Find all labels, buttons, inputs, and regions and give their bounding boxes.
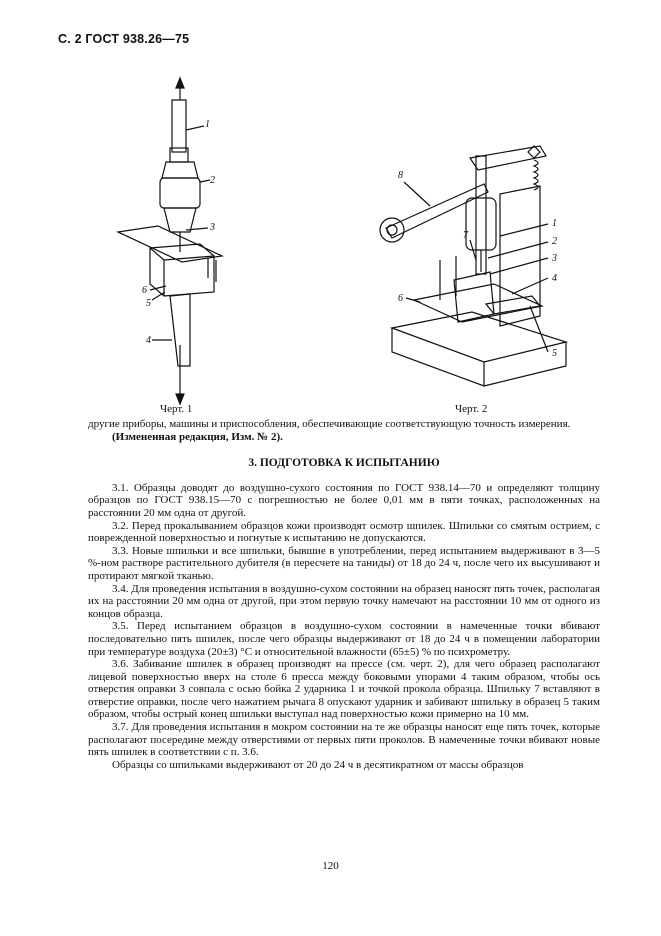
edited-note: (Измененная редакция, Изм. № 2). [112,430,283,443]
figure-2-drawing [380,146,566,386]
svg-text:3: 3 [552,253,557,264]
paragraph-3-2: 3.2. Перед прокалыванием образцов кожи производят осмотр шпилек. Шпильки со смятым острием, с поврежденной поверхностью и погнутые к испытанию не допускаются. [88,519,600,545]
paragraph-3-4: 3.4. Для проведения испытания в воздушно-сухом состоянии на образец наносят пять точек, располагая их на расстоянии 20 мм одна от другой, при этом первую точку намечают на расстоянии 10 мм от одного из концов образца. [88,582,600,620]
page-header: С. 2 ГОСТ 938.26—75 [58,32,190,46]
paragraph-continuation: другие приборы, машины и приспособления, обеспечивающие соответствующую точность измерения. [88,418,571,430]
svg-text:5: 5 [552,348,557,359]
svg-text:4: 4 [552,273,557,284]
svg-text:8: 8 [398,170,403,181]
svg-text:7: 7 [463,230,468,241]
figure-2-caption: Черт. 2 [455,403,488,415]
svg-text:4: 4 [146,335,151,346]
paragraph-3-6: 3.6. Забивание шпилек в образец производят на прессе (см. черт. 2), для чего образец располагают лицевой поверхностью вверх на столе 6 пресса между боковыми упорами 4 таким образом, чтобы ось отверстия оправки 3 совпала с осью бойка 2 ударника 1 и точкой прокола образца. Шпильку 7 вставляют в отверстие оправки, после чего нажатием рычага 8 опускают ударник и забивают шпильку в образец 5 таким образом, чтобы острый конец шпильки выступал над поверхностью кожи примерно на 10 мм. [88,658,600,721]
paragraph-3-7: 3.7. Для проведения испытания в мокром состоянии на те же образцы наносят еще пять точек, которые располагают посередине между отверстиями от первых пяти проколов. В намеченные точки вбивают новые пять шпилек в соответствии с п. 3.6. [88,721,600,759]
figure-1-caption: Черт. 1 [160,403,193,415]
paragraph-3-1: 3.1. Образцы доводят до воздушно-сухого состояния по ГОСТ 938.14—70 и определяют толщину образцов по ГОСТ 938.15—70 с погрешностью не более 0,01 мм в пяти точках, расположенных на расстоянии 20 мм одна от другой. [88,481,600,519]
svg-text:2: 2 [210,175,215,186]
paragraph-3-3: 3.3. Новые шпильки и все шпильки, бывшие в употреблении, перед испытанием выдерживают в 3—5 %-ном растворе растительного дубителя (в пересчете на таниды) от 18 до 24 ч, после чего их высушивают и протирают мягкой тканью. [88,544,600,582]
svg-text:1: 1 [552,218,557,229]
figures-illustration [0,60,661,420]
page-number: 120 [322,860,339,872]
svg-text:6: 6 [142,285,147,296]
paragraph-3-5: 3.5. Перед испытанием образцов в воздушно-сухом состоянии в намеченные точки вбивают последовательно пять шпилек, после чего образцы выдерживают от 18 до 24 ч в помещении лаборатории при температуре воздуха (20±3) °С и относительной влажности (65±5) % по психрометру. [88,620,600,658]
svg-text:2: 2 [552,236,557,247]
section-title: 3. ПОДГОТОВКА К ИСПЫТАНИЮ [248,457,440,470]
paragraph-samples: Образцы со шпильками выдерживают от 20 до 24 ч в десятикратном от массы образцов [112,758,524,771]
svg-text:3: 3 [210,222,215,233]
svg-text:1: 1 [205,119,210,130]
svg-text:5: 5 [146,298,151,309]
svg-text:6: 6 [398,293,403,304]
body-text [88,418,600,771]
